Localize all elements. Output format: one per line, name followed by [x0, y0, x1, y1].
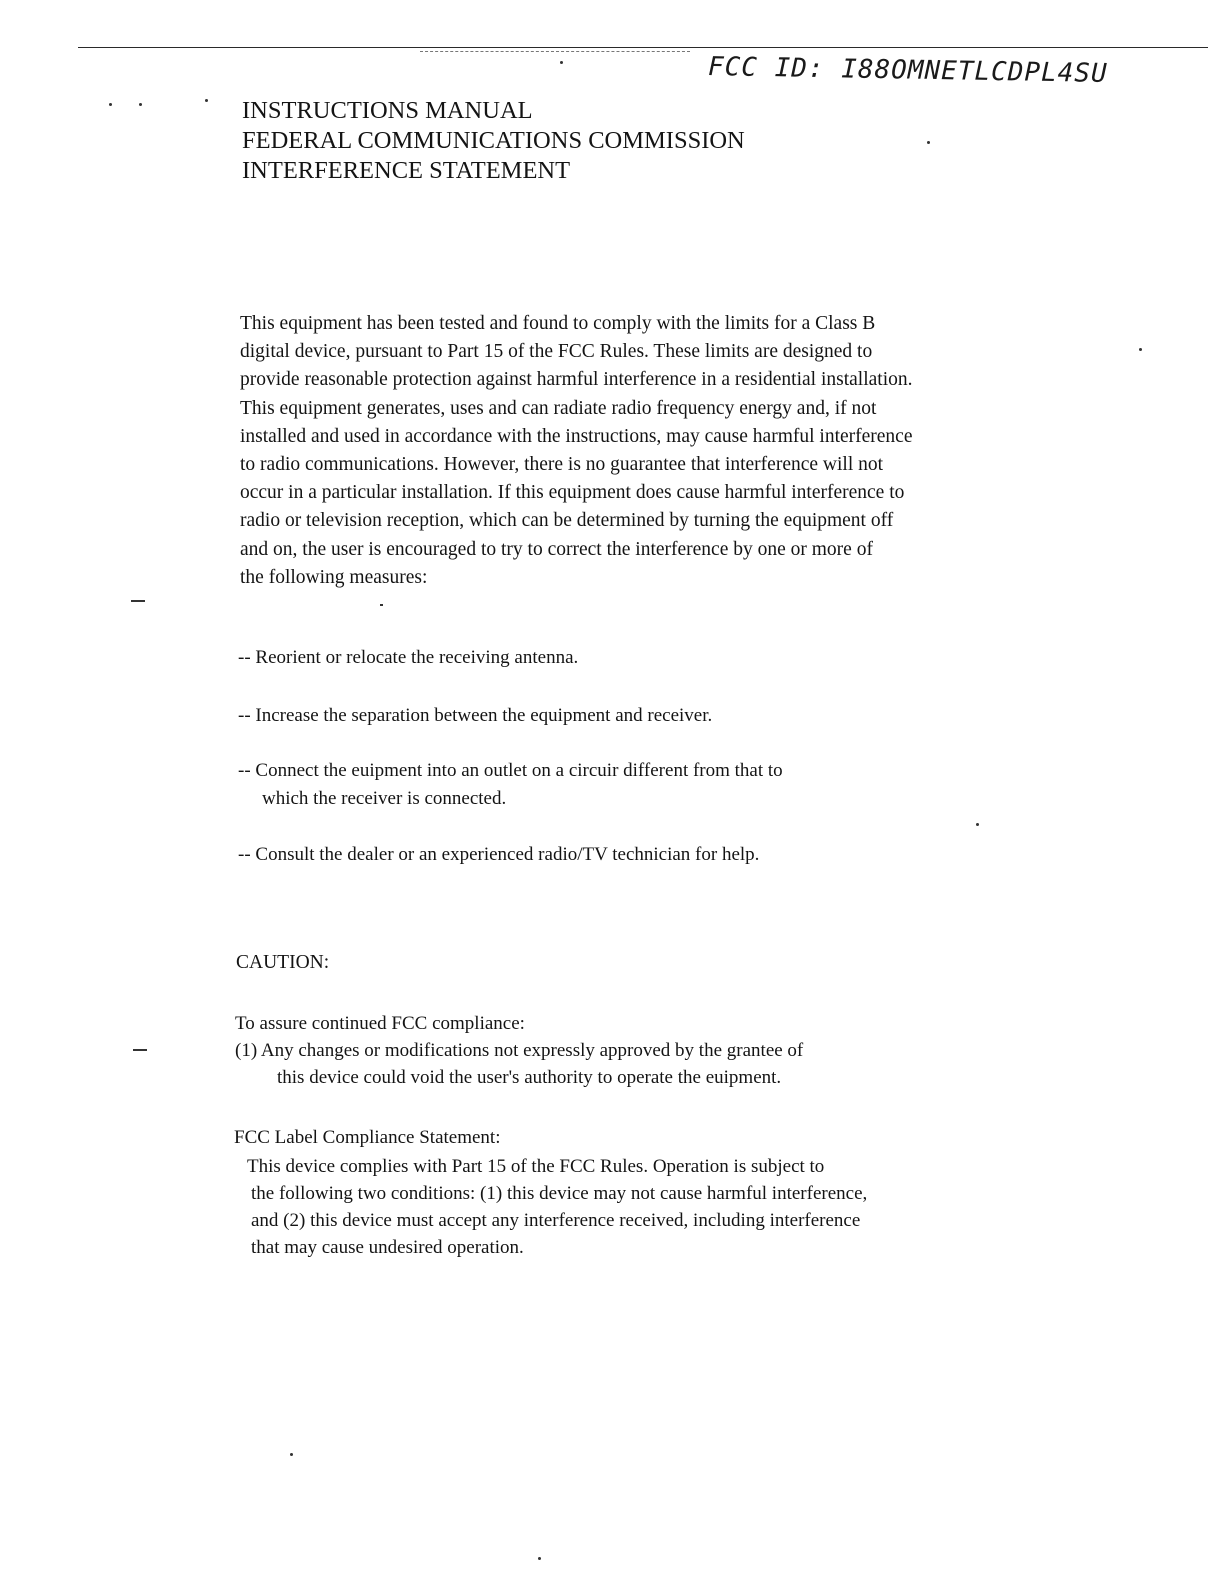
- caution-item-1-line-2: this device could void the user's authority to operate the euipment.: [277, 1067, 782, 1088]
- label-statement-line-2: the following two conditions: (1) this device may not cause harmful interference,: [251, 1183, 868, 1204]
- scan-speck: [976, 823, 979, 826]
- document-title: [242, 96, 745, 186]
- paragraph-line: the following measures:: [240, 566, 428, 588]
- paragraph-line: and on, the user is encouraged to try to correct the interference by one or more of: [240, 538, 873, 560]
- scan-speck: [1139, 348, 1142, 351]
- caution-intro: To assure continued FCC compliance:: [235, 1013, 525, 1034]
- scan-speck: [560, 61, 563, 64]
- scan-speck: [290, 1453, 293, 1456]
- margin-dash: [133, 1049, 147, 1051]
- caution-block: [235, 1010, 803, 1091]
- paragraph-line: occur in a particular installation. If this equipment does cause harmful interference to: [240, 482, 905, 504]
- label-statement-heading: FCC Label Compliance Statement:: [234, 1127, 501, 1148]
- paragraph-line: This equipment generates, uses and can radiate radio frequency energy and, if not: [240, 397, 877, 419]
- paragraph-line: This equipment has been tested and found to comply with the limits for a Class B: [240, 313, 876, 334]
- measure-item-3-line-1: -- Connect the euipment into an outlet on a circuir different from that to: [238, 760, 783, 781]
- margin-dash: [131, 600, 145, 602]
- paragraph-line: digital device, pursuant to Part 15 of the FCC Rules. These limits are designed to: [240, 341, 873, 363]
- measure-item-3-line-2: which the receiver is connected.: [262, 788, 507, 809]
- scan-speck: [139, 103, 142, 106]
- fcc-id-handwritten: FCC ID: I88OMNETLCDPL4SU: [707, 52, 1108, 89]
- title-line-3: INTERFERENCE STATEMENT: [242, 157, 571, 184]
- label-statement-line-1: This device complies with Part 15 of the FCC Rules. Operation is subject to: [247, 1156, 825, 1177]
- paragraph-line: radio or television reception, which can be determined by turning the equipment off: [240, 510, 894, 532]
- paragraph-line: provide reasonable protection against harmful interference in a residential installation.: [240, 369, 913, 391]
- measure-item-1: -- Reorient or relocate the receiving antenna.: [238, 647, 579, 668]
- scan-speck: [538, 1557, 541, 1560]
- scan-speck: [109, 103, 112, 106]
- label-statement-line-4: that may cause undesired operation.: [251, 1237, 524, 1258]
- paragraph-line: to radio communications. However, there is no guarantee that interference will not: [240, 454, 884, 476]
- title-line-2: FEDERAL COMMUNICATIONS COMMISSION: [242, 127, 745, 154]
- measure-item-3: [238, 757, 783, 813]
- scan-line-faint: [420, 51, 690, 52]
- caution-heading: CAUTION:: [236, 952, 330, 973]
- label-statement-body: [247, 1153, 867, 1261]
- interference-paragraph: [240, 310, 1070, 592]
- label-statement-line-3: and (2) this device must accept any interference received, including interference: [251, 1210, 861, 1231]
- scan-speck: [205, 99, 208, 102]
- paragraph-line: installed and used in accordance with the instructions, may cause harmful interference: [240, 425, 913, 447]
- title-line-1: INSTRUCTIONS MANUAL: [242, 97, 533, 124]
- caution-item-1-line-1: (1) Any changes or modifications not expressly approved by the grantee of: [235, 1040, 804, 1061]
- margin-dash: [380, 604, 383, 606]
- scan-speck: [927, 141, 930, 144]
- measure-item-2: -- Increase the separation between the equipment and receiver.: [238, 705, 713, 726]
- measure-item-4: -- Consult the dealer or an experienced radio/TV technician for help.: [238, 844, 760, 865]
- scan-line-top: [78, 47, 1208, 48]
